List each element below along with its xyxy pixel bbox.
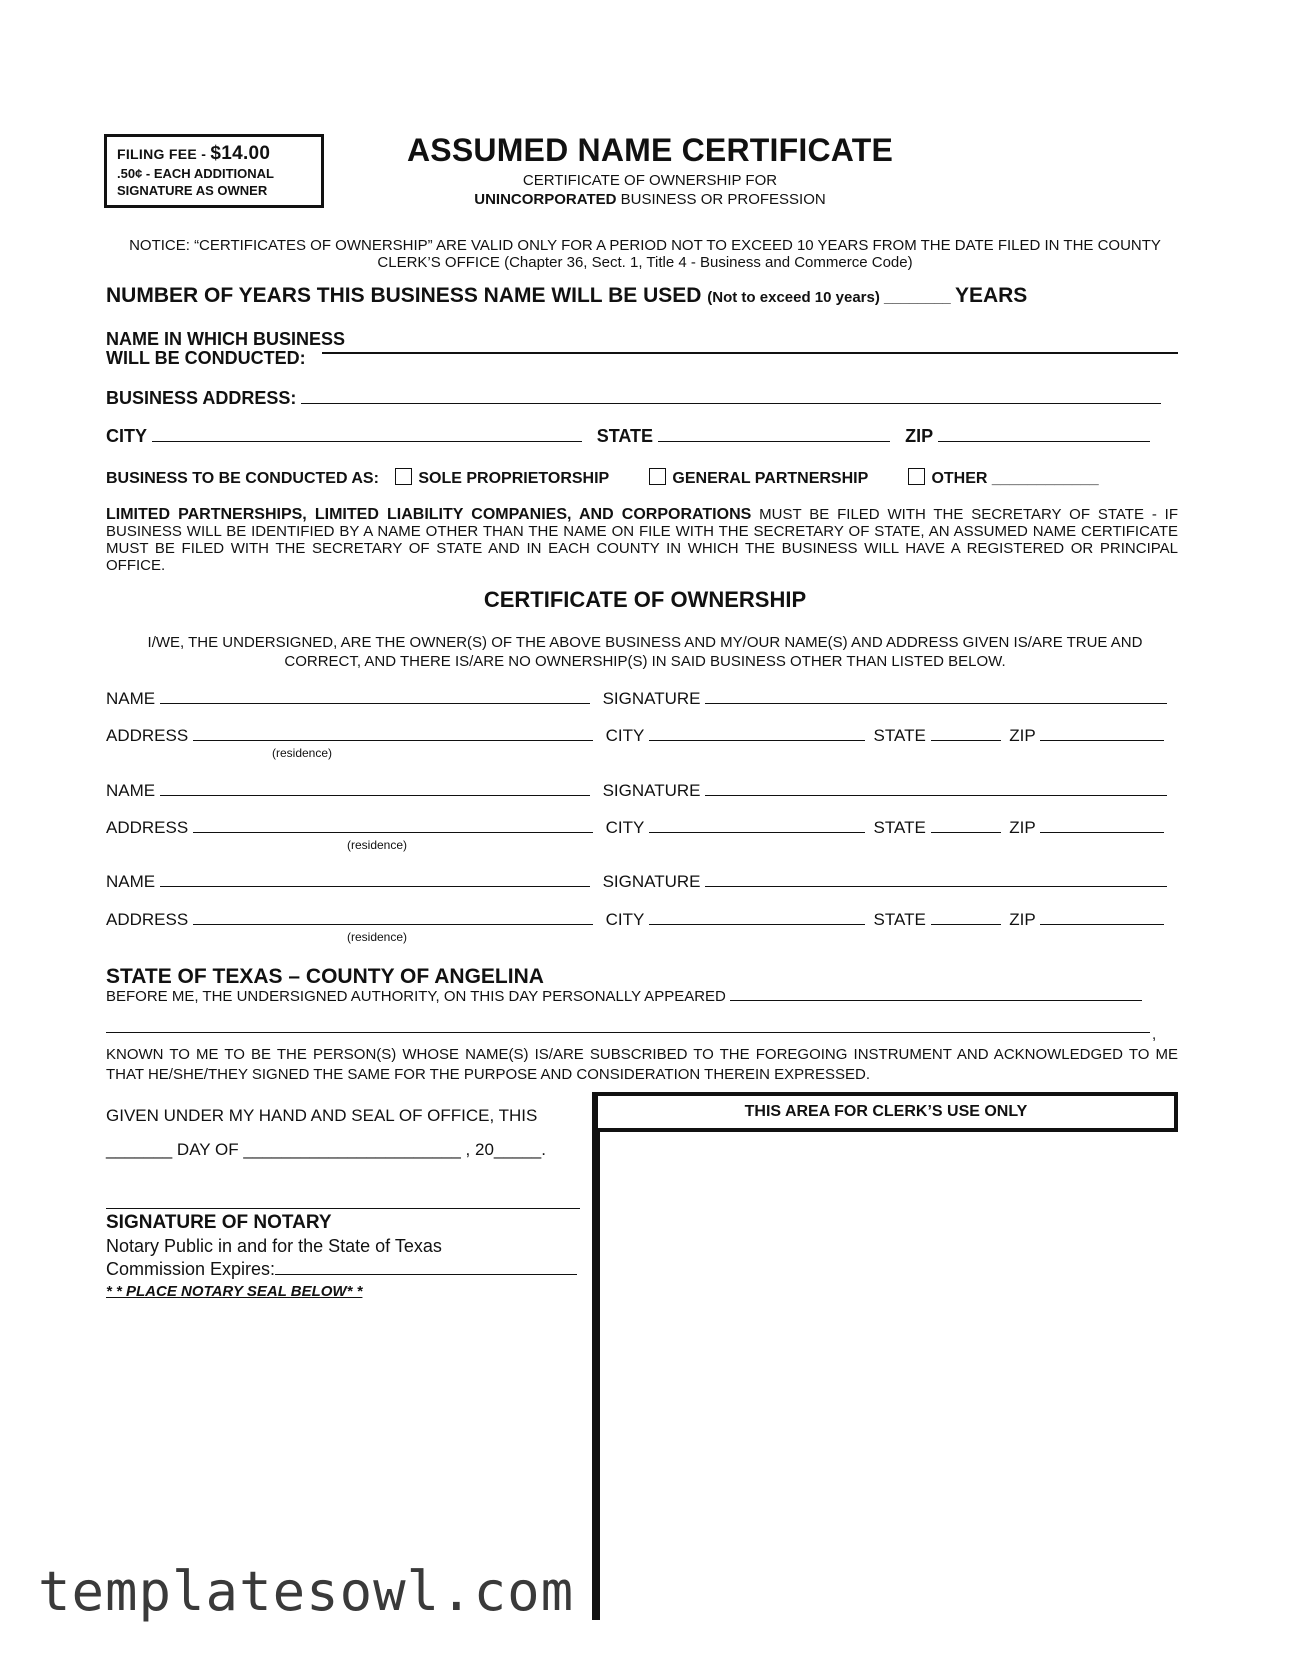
business-state-field[interactable] — [658, 426, 890, 442]
owner-1-zip-field[interactable] — [1040, 725, 1164, 741]
business-name-field[interactable] — [322, 352, 1178, 354]
additional-fee-line-2: SIGNATURE AS OWNER — [117, 183, 268, 198]
filing-fee-label: FILING FEE - — [117, 146, 211, 162]
year-prefix: , 20 — [460, 1140, 494, 1159]
owner-name-label: NAME — [106, 872, 156, 891]
business-zip-label: ZIP — [905, 426, 933, 446]
ownership-statement: I/WE, THE UNDERSIGNED, ARE THE OWNER(S) OF THE ABOVE BUSINESS AND MY/OUR NAME(S) AND ADDRESS GIVEN IS/ARE TRUE AND CORRECT, AND THERE IS/ARE NO OWNERSHIP(S) IN SAID BUSINESS OTHER THAN LISTED BELOW. — [147, 634, 1143, 670]
commission-row — [106, 1259, 577, 1280]
owner-2-address-field[interactable] — [193, 817, 593, 833]
years-label: NUMBER OF YEARS THIS BUSINESS NAME WILL BE USED — [106, 284, 708, 307]
owner-2-signature-field[interactable] — [705, 780, 1167, 796]
before-me-row — [106, 988, 1142, 1005]
section-title-ownership: CERTIFICATE OF OWNERSHIP — [483, 587, 807, 612]
owner-1-address-field[interactable] — [193, 725, 593, 741]
owner-3-name-field[interactable] — [160, 871, 590, 887]
notary-public-label: Notary Public in and for the State of Texas — [106, 1236, 442, 1256]
general-partnership-label: GENERAL PARTNERSHIP — [672, 470, 868, 487]
filing-fee-line — [117, 143, 311, 165]
business-name-label-line2: WILL BE CONDUCTED: — [106, 348, 306, 368]
business-name-label — [106, 330, 345, 368]
month-field[interactable]: _______________________ — [243, 1140, 461, 1159]
page-subtitle: CERTIFICATE OF OWNERSHIP FOR — [522, 172, 778, 189]
owner-3-zip-field[interactable] — [1040, 909, 1164, 925]
owner-3-signature-field[interactable] — [705, 871, 1167, 887]
other-label: OTHER ____________ — [931, 470, 1099, 487]
limited-entities-rest: MUST BE FILED WITH THE SECRETARY OF STATE - IF BUSINESS WILL BE IDENTIFIED BY A NAME OTHER THAN THE NAME ON FILE WITH THE SECRETARY OF STATE, AN ASSUMED NAME CERTIFICATE MUST BE FILED WITH THE SECRETARY OF STATE AND IN EACH COUNTY IN WHICH THE BUSINESS WILL HAVE A REGISTERED OR PRINCIPAL OFFICE. — [106, 506, 1179, 574]
business-address-field[interactable] — [301, 388, 1161, 404]
notary-signature-field[interactable] — [106, 1208, 580, 1209]
business-city-row — [106, 426, 1150, 447]
notary-seal-note: * * PLACE NOTARY SEAL BELOW* * — [106, 1283, 363, 1300]
year-field[interactable]: _____. — [493, 1140, 546, 1159]
residence-note: (residence) — [272, 746, 333, 760]
notary-signature-label: SIGNATURE OF NOTARY — [106, 1212, 332, 1233]
owner-name-label: NAME — [106, 781, 156, 800]
owner-zip-label: ZIP — [1009, 726, 1036, 745]
general-partnership-checkbox[interactable] — [649, 468, 666, 485]
owner-state-label: STATE — [873, 910, 926, 929]
owner-zip-label: ZIP — [1009, 910, 1036, 929]
owner-address-label: ADDRESS — [106, 818, 189, 837]
years-field — [106, 284, 1027, 308]
owner-signature-label: SIGNATURE — [602, 689, 701, 708]
acknowledgment-text: KNOWN TO ME TO BE THE PERSON(S) WHOSE NAME(S) IS/ARE SUBSCRIBED TO THE FOREGOING INSTRUMENT AND ACKNOWLEDGED TO ME THAT HE/SHE/THEY SIGNED THE SAME FOR THE PURPOSE AND CONSIDERATION THEREIN EXPRESSED. — [106, 1046, 1178, 1083]
years-suffix: YEARS — [954, 284, 1028, 307]
other-checkbox[interactable] — [908, 468, 925, 485]
page-title: ASSUMED NAME CERTIFICATE — [407, 132, 893, 168]
business-name-label-line1: NAME IN WHICH BUSINESS — [106, 329, 346, 349]
owner-signature-label: SIGNATURE — [602, 872, 701, 891]
owner-state-label: STATE — [873, 726, 926, 745]
owner-3-city-field[interactable] — [649, 909, 865, 925]
owner-state-label: STATE — [873, 818, 926, 837]
owner-address-label: ADDRESS — [106, 726, 189, 745]
residence-note: (residence) — [347, 838, 408, 852]
commission-label: Commission Expires: — [106, 1259, 276, 1279]
state-county-heading: STATE OF TEXAS – COUNTY OF ANGELINA — [106, 965, 544, 988]
owner-3-address-field[interactable] — [193, 909, 593, 925]
business-type-label: BUSINESS TO BE CONDUCTED AS: — [106, 470, 379, 487]
clerk-use-box: THIS AREA FOR CLERK’S USE ONLY — [592, 1092, 1178, 1132]
owner-1-state-field[interactable] — [931, 725, 1001, 741]
owner-2-name-field[interactable] — [160, 780, 590, 796]
business-address-row — [106, 388, 1161, 409]
given-under-hand-text: GIVEN UNDER MY HAND AND SEAL OF OFFICE, THIS — [106, 1106, 538, 1125]
filing-fee-amount: $14.00 — [210, 143, 271, 164]
owner-1-city-field[interactable] — [649, 725, 865, 741]
business-city-label: CITY — [106, 426, 147, 446]
sole-proprietorship-checkbox[interactable] — [395, 468, 412, 485]
owner-2-name-row — [106, 780, 1167, 801]
owner-city-label: CITY — [605, 726, 645, 745]
business-city-field[interactable] — [152, 426, 582, 442]
subtitle-rest: BUSINESS OR PROFESSION — [616, 191, 826, 208]
owner-1-signature-field[interactable] — [705, 688, 1167, 704]
owner-1-name-field[interactable] — [160, 688, 590, 704]
residence-note: (residence) — [347, 930, 408, 944]
owner-1-name-row — [106, 688, 1167, 709]
sole-proprietorship-label: SOLE PROPRIETORSHIP — [418, 470, 609, 487]
owner-city-label: CITY — [605, 818, 645, 837]
owner-2-state-field[interactable] — [931, 817, 1001, 833]
owner-2-address-row — [106, 817, 1164, 838]
appeared-comma: , — [1152, 1026, 1157, 1043]
commission-expires-field[interactable] — [275, 1259, 577, 1275]
limited-entities-bold: LIMITED PARTNERSHIPS, LIMITED LIABILITY COMPANIES, AND CORPORATIONS — [106, 506, 752, 523]
before-me-text: BEFORE ME, THE UNDERSIGNED AUTHORITY, ON THIS DAY PERSONALLY APPEARED — [106, 988, 726, 1005]
business-state-label: STATE — [596, 426, 654, 446]
date-row — [106, 1140, 546, 1160]
appeared-name-field[interactable] — [730, 988, 1142, 1001]
business-type-row — [106, 468, 1099, 488]
owner-3-name-row — [106, 871, 1167, 892]
owner-3-state-field[interactable] — [931, 909, 1001, 925]
owner-2-city-field[interactable] — [649, 817, 865, 833]
owner-zip-label: ZIP — [1009, 818, 1036, 837]
owner-1-address-row — [106, 725, 1164, 746]
page-subtitle-2 — [380, 191, 920, 208]
owner-3-address-row — [106, 909, 1164, 930]
owner-signature-label: SIGNATURE — [602, 781, 701, 800]
watermark: templatesowl.com — [38, 1560, 575, 1623]
additional-fee-line: .50¢ - EACH ADDITIONAL — [117, 166, 274, 181]
limited-entities-notice — [106, 506, 1178, 574]
owner-name-label: NAME — [106, 689, 156, 708]
subtitle-bold: UNINCORPORATED — [474, 191, 617, 208]
notice-text: NOTICE: “CERTIFICATES OF OWNERSHIP” ARE VALID ONLY FOR A PERIOD NOT TO EXCEED 10 YEARS FROM THE DATE FILED IN THE COUNTY CLERK’S OFFICE (Chapter 36, Sect. 1, Title 4 - Business and Commerce Code) — [129, 237, 1161, 271]
business-zip-field[interactable] — [938, 426, 1150, 442]
owner-2-zip-field[interactable] — [1040, 817, 1164, 833]
day-field[interactable]: _______ — [106, 1140, 173, 1159]
clerk-area-divider — [592, 1130, 600, 1620]
years-blank[interactable]: ________ — [879, 289, 955, 306]
years-note: (Not to exceed 10 years) — [707, 289, 880, 306]
owner-address-label: ADDRESS — [106, 910, 189, 929]
appeared-name-field-2[interactable] — [106, 1032, 1150, 1033]
business-address-label: BUSINESS ADDRESS: — [106, 388, 297, 408]
filing-fee-box — [104, 134, 324, 208]
owner-city-label: CITY — [605, 910, 645, 929]
day-of-label: DAY OF — [172, 1140, 244, 1159]
